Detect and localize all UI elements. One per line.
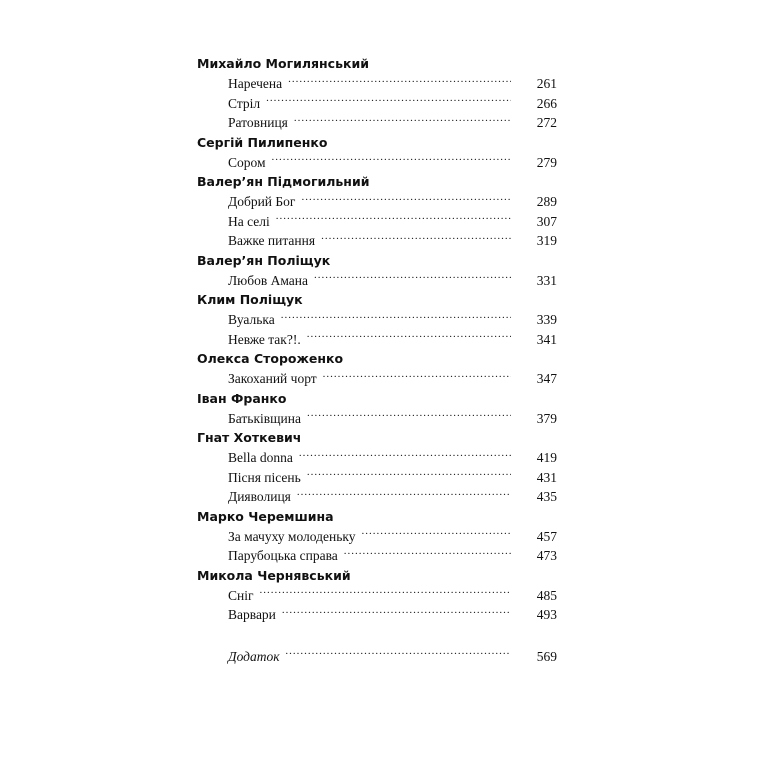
author-heading: Сергій Пилипенко <box>197 134 328 150</box>
toc-entry-page: 435 <box>536 489 557 504</box>
toc-entry[interactable] <box>197 74 557 94</box>
toc-entry-list <box>197 448 557 507</box>
toc-entry-title: За мачуху молоденьку <box>228 528 356 544</box>
dot-leader <box>321 235 511 247</box>
dot-leader <box>299 452 511 464</box>
toc-sections <box>197 54 557 625</box>
dot-leader <box>307 333 511 345</box>
toc-author-group <box>197 133 557 173</box>
toc-entry[interactable] <box>197 409 557 429</box>
toc-author-group <box>197 507 557 566</box>
author-heading: Валер’ян Поліщук <box>197 252 331 268</box>
dot-leader <box>307 412 511 424</box>
dot-leader <box>260 589 511 601</box>
toc-entry-page: 279 <box>536 154 557 170</box>
toc-entry-title: Закоханий чорт <box>228 371 317 386</box>
dot-leader <box>266 97 511 109</box>
author-heading: Микола Чернявський <box>197 567 351 583</box>
toc-entry-page: 379 <box>536 410 557 426</box>
toc-entry-title: Сніг <box>228 587 254 603</box>
dot-leader <box>323 373 511 385</box>
dot-leader <box>272 156 511 168</box>
toc-entry[interactable] <box>197 310 557 330</box>
toc-entry-title: Наречена <box>228 76 283 91</box>
toc-entry[interactable] <box>197 527 557 547</box>
toc-author-group <box>197 290 557 349</box>
toc-entry[interactable] <box>197 546 557 566</box>
toc-entry[interactable] <box>197 271 557 291</box>
dot-leader <box>344 550 511 562</box>
toc-entry-title: Дияволиця <box>228 489 291 504</box>
toc-entry-list <box>197 310 557 349</box>
toc-entry-list <box>197 527 557 566</box>
toc-entry-title: Парубоцька справа <box>228 548 338 563</box>
toc-entry[interactable] <box>197 586 557 606</box>
toc-entry[interactable] <box>197 153 557 173</box>
toc-entry[interactable] <box>197 369 557 389</box>
toc-entry-page: 431 <box>536 469 557 485</box>
toc-author-group <box>197 172 557 251</box>
toc-entry[interactable] <box>197 468 557 488</box>
toc-entry-appendix[interactable] <box>197 647 557 667</box>
author-heading: Іван Франко <box>197 390 287 406</box>
toc-entry[interactable] <box>197 487 557 507</box>
dot-leader <box>307 471 511 483</box>
toc-entry-list <box>197 271 557 291</box>
toc-entry-page: 339 <box>536 312 557 327</box>
dot-leader <box>286 650 511 662</box>
toc-entry-list <box>197 192 557 251</box>
table-of-contents <box>197 54 557 666</box>
toc-entry-page: 331 <box>536 272 557 288</box>
toc-entry-title: Пісня пісень <box>228 469 301 485</box>
author-heading: Валер’ян Підмогильний <box>197 174 370 189</box>
author-heading: Михайло Могилянський <box>197 56 369 71</box>
dot-leader <box>294 117 511 129</box>
toc-entry-title: Невже так?!. <box>228 331 301 347</box>
toc-entry-page: 457 <box>536 528 557 544</box>
toc-entry-list <box>197 369 557 389</box>
toc-entry-page: 341 <box>536 331 557 347</box>
dot-leader <box>301 196 511 208</box>
toc-entry-list <box>197 586 557 625</box>
toc-entry[interactable] <box>197 192 557 212</box>
author-heading: Марко Черемшина <box>197 508 334 524</box>
toc-entry-page: 473 <box>536 548 557 563</box>
toc-entry-page: 485 <box>536 587 557 603</box>
dot-leader <box>362 530 511 542</box>
toc-entry-page: 307 <box>536 213 557 229</box>
toc-entry[interactable] <box>197 113 557 133</box>
toc-entry-title: Любов Амана <box>228 272 309 288</box>
toc-entry[interactable] <box>197 212 557 232</box>
toc-entry-page: 272 <box>536 115 557 130</box>
toc-entry-page: 289 <box>536 194 557 209</box>
dot-leader <box>276 215 511 227</box>
toc-entry-title: Стріл <box>228 95 261 111</box>
toc-entry-title: Сором <box>228 154 266 170</box>
toc-author-group <box>197 566 557 625</box>
toc-author-group <box>197 251 557 291</box>
toc-entry-title: Батьківщина <box>228 410 301 426</box>
toc-entry-list <box>197 74 557 133</box>
toc-entry[interactable] <box>197 94 557 114</box>
toc-entry-title: Додаток <box>228 648 280 664</box>
dot-leader <box>314 274 511 286</box>
toc-entry[interactable] <box>197 330 557 350</box>
toc-entry-title: Bella donna <box>228 450 293 465</box>
toc-author-group <box>197 428 557 507</box>
toc-entry-page: 261 <box>536 76 557 91</box>
toc-entry-page: 493 <box>536 607 557 622</box>
toc-author-group <box>197 54 557 133</box>
toc-entry-page: 569 <box>536 648 557 664</box>
toc-entry[interactable] <box>197 605 557 625</box>
toc-entry-title: Варвари <box>228 607 276 622</box>
toc-author-group <box>197 389 557 429</box>
toc-entry-page: 419 <box>536 450 557 465</box>
toc-entry-list <box>197 153 557 173</box>
toc-entry-title: Важке питання <box>228 233 316 248</box>
dot-leader <box>297 491 511 503</box>
dot-leader <box>282 609 511 621</box>
toc-entry-page: 266 <box>536 95 557 111</box>
toc-entry-page: 319 <box>536 233 557 248</box>
toc-entry-title: На селі <box>228 213 270 229</box>
toc-entry-title: Добрий Бог <box>228 194 296 209</box>
toc-entry-title: Ратовниця <box>228 115 288 130</box>
author-heading: Олекса Стороженко <box>197 351 344 366</box>
toc-entry-page: 347 <box>536 371 557 386</box>
toc-entry-list <box>197 409 557 429</box>
toc-entry-title: Вуалька <box>228 312 275 327</box>
toc-entry[interactable] <box>197 231 557 251</box>
dot-leader <box>288 78 511 90</box>
toc-entry[interactable] <box>197 448 557 468</box>
author-heading: Гнат Хоткевич <box>197 430 302 445</box>
toc-author-group <box>197 349 557 389</box>
dot-leader <box>281 314 511 326</box>
author-heading: Клим Поліщук <box>197 292 303 307</box>
